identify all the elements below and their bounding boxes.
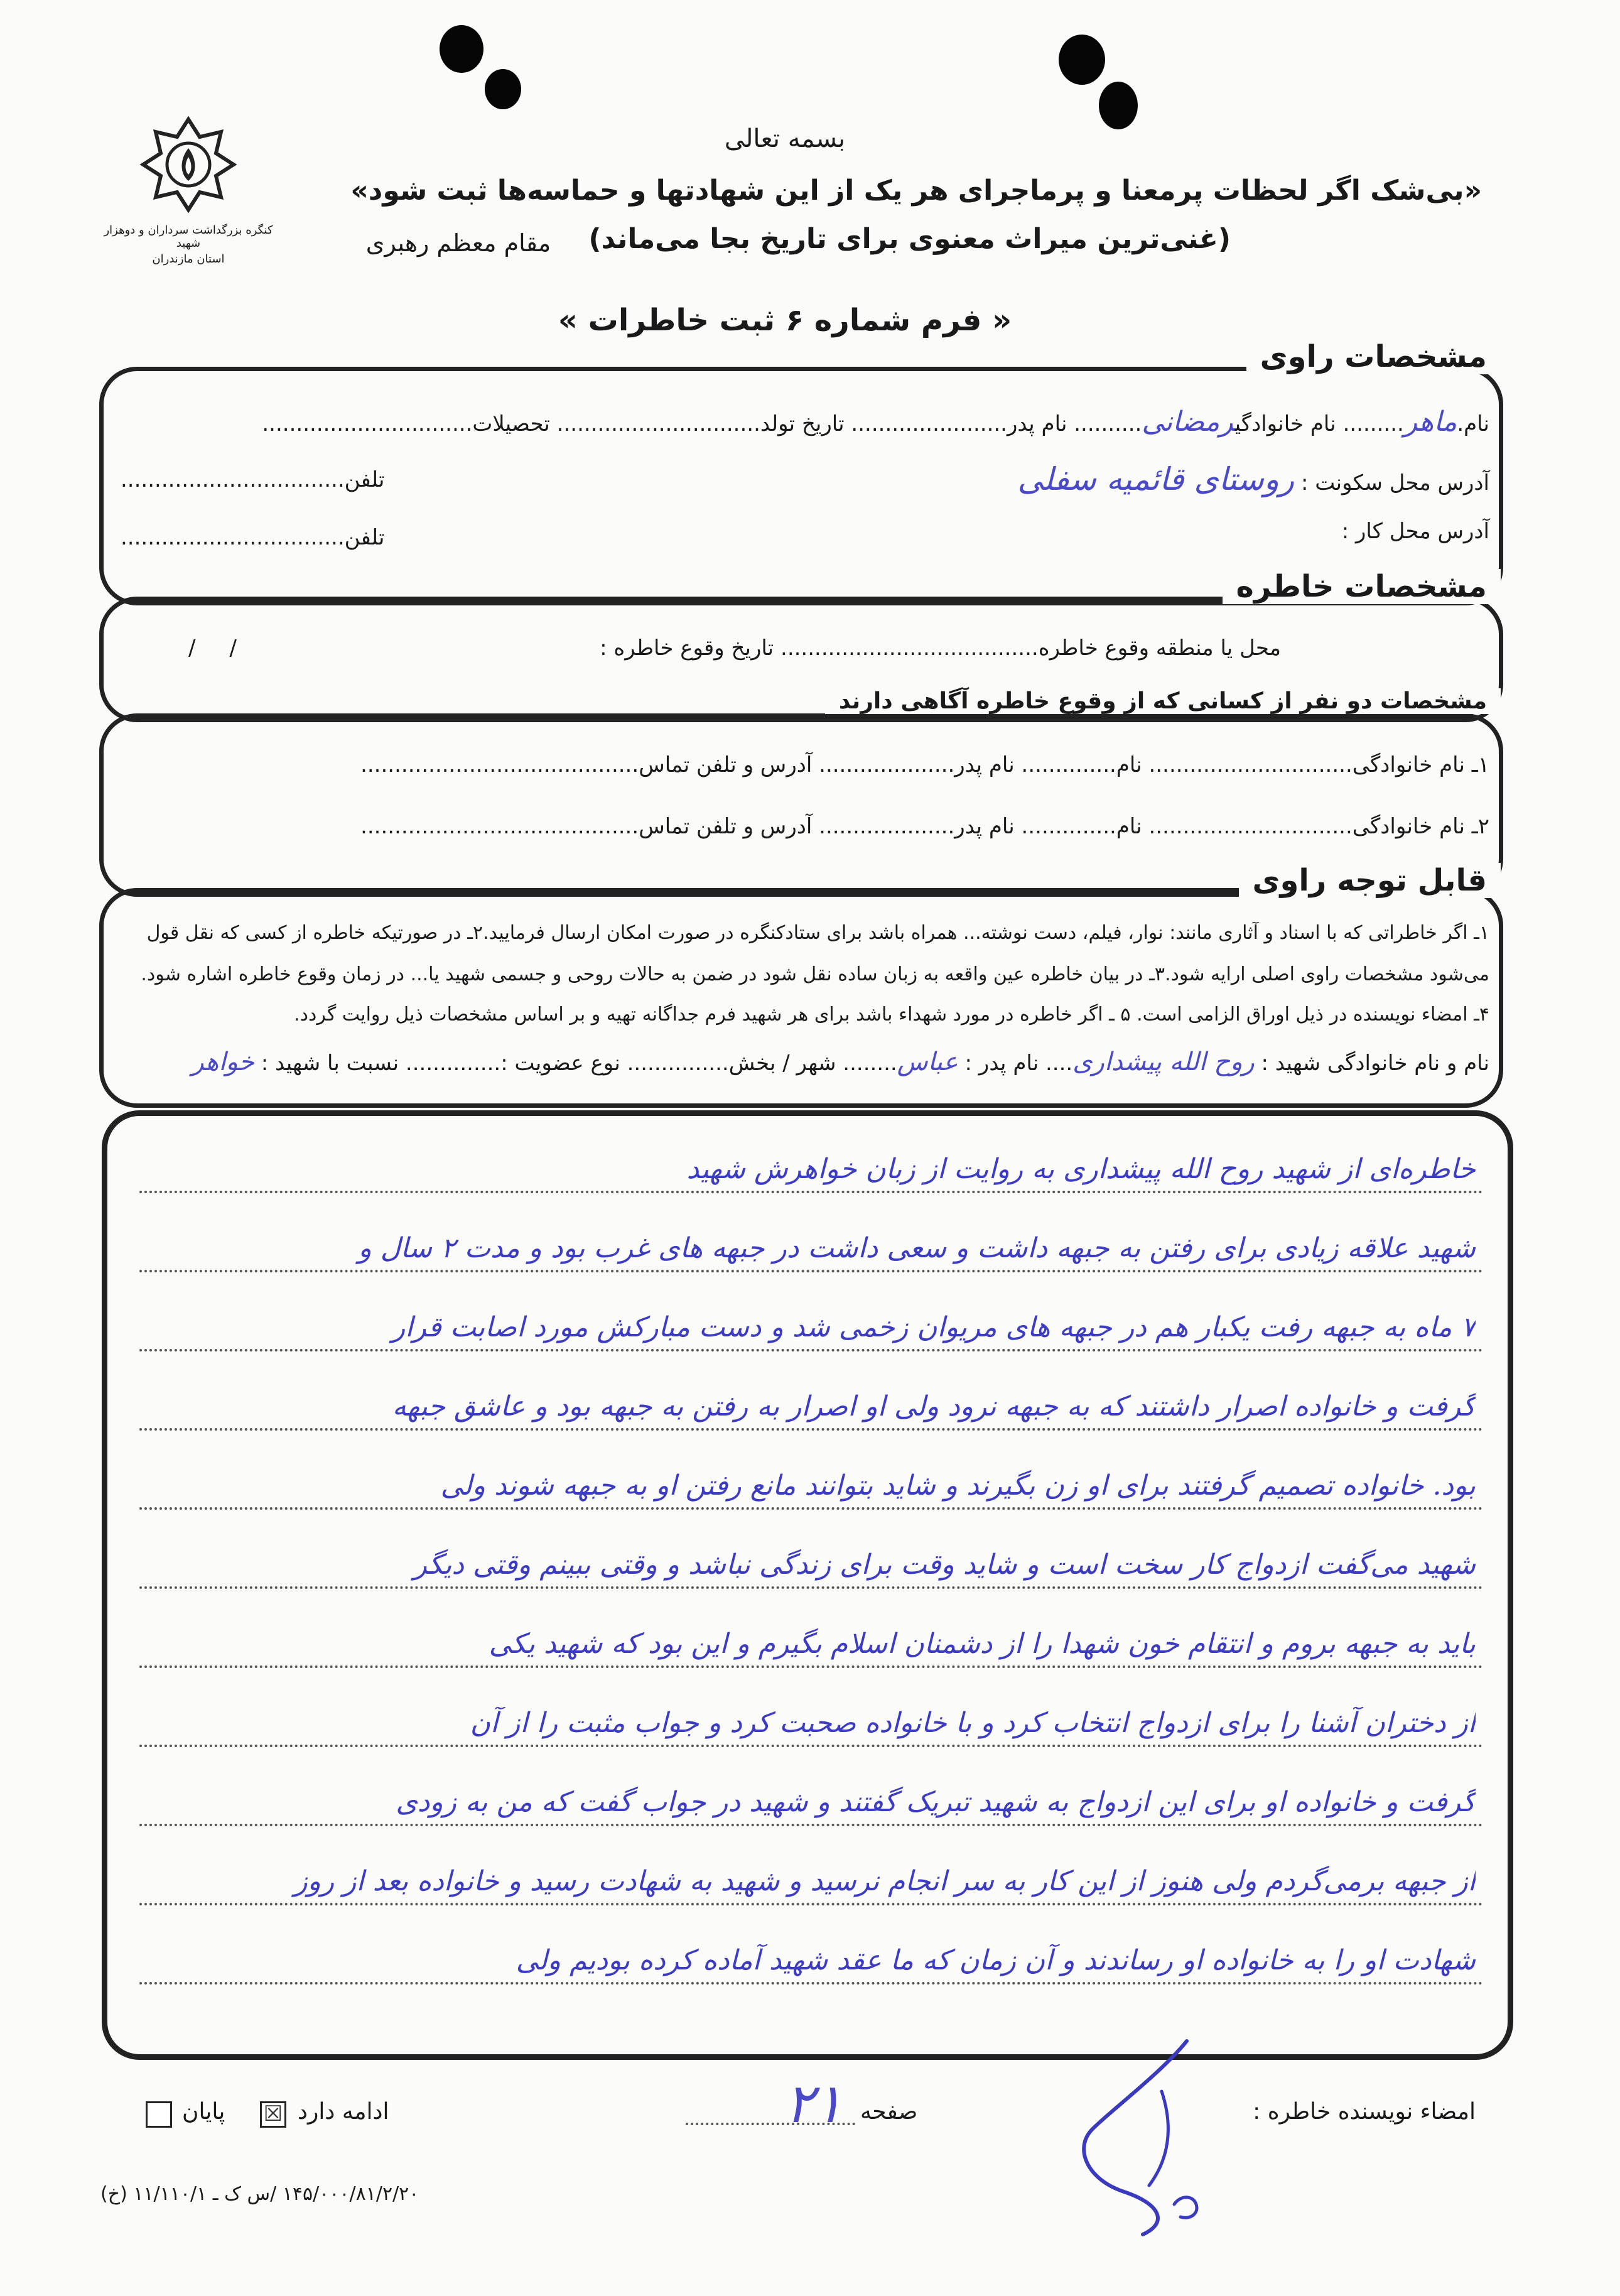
martyr-father-value[interactable]: عباس [897, 1048, 958, 1076]
note-line-2: می‌شود مشخصات راوی اصلی ارایه شود.۳ـ در بیان خاطره عین واقعه به زبان ساده نقل شود در ضمن به حالات روحی و جسمی شهید یا... در زمان وقوع خاطره اشاره شود. [141, 963, 1489, 985]
education-label: تحصیلات [472, 411, 550, 436]
signature-scribble [1067, 2035, 1256, 2242]
author-signature [1067, 2035, 1256, 2242]
ruled-line [139, 1745, 1483, 1747]
name-label: نام [1464, 411, 1489, 436]
witness1-address-label: آدرس و تلفن تماس [639, 752, 813, 777]
punch-hole-right-top [1059, 35, 1105, 85]
handwritten-line: ۷ ماه به جبهه رفت یکبار هم در جبهه های مریوان زخمی شد و دست مبارکش مورد اصابت قرار [392, 1311, 1476, 1343]
memory-place-label: محل یا منطقه وقوع خاطره [1038, 636, 1281, 661]
residence-value[interactable]: روستای قائمیه سفلی [1017, 461, 1295, 497]
end-label: پایان [182, 2099, 225, 2125]
star-flame-emblem [139, 116, 237, 216]
logo-caption-line2: استان مازندران [152, 252, 225, 266]
name-value[interactable]: ماهر [1403, 406, 1457, 438]
organization-logo [139, 116, 237, 216]
end-checkbox[interactable] [146, 2101, 172, 2128]
family-label: نام خانوادگی [1234, 411, 1336, 436]
ruled-line [139, 1191, 1483, 1193]
ruled-line [139, 1428, 1483, 1431]
narrator-name-label: نام.ماهر......... نام خانوادگیرمضانی.......... نام پدر....................... تاریخ تولد.............................. تحصیلات............................... [262, 406, 1489, 438]
quote-source: مقام معظم رهبری [365, 229, 551, 257]
birth-label: تاریخ تولد [760, 411, 845, 436]
memory-date-separators: / / [188, 636, 237, 661]
work-address-label: آدرس محل کار : [1341, 519, 1489, 544]
narrator-legend: مشخصات راوی [1246, 339, 1501, 374]
martyr-name-label: نام و نام خانوادگی شهید : [1261, 1051, 1489, 1076]
punch-hole-left-top [440, 25, 483, 73]
handwritten-line: بود. خانواده تصمیم گرفتند برای او زن بگیرند و شاید بتوانند مانع رفتن او به جبهه شوند ولی [440, 1470, 1476, 1502]
witness-row-1: ۱ـ نام خانوادگی.............................. نام.............. نام پدر.................... آدرس و تلفن تماس......................................... [360, 752, 1489, 777]
memory-legend: مشخصات خاطره [1223, 569, 1501, 604]
bismillah: بسمه تعالی [724, 124, 846, 153]
handwritten-line: از دختران آشنا را برای ازدواج انتخاب کرد و با خانواده صحبت کرد و جواب مثبت را از آن [470, 1707, 1476, 1739]
martyr-father-label: نام پدر : [964, 1051, 1039, 1076]
handwritten-line: باید به جبهه بروم و انتقام خون شهدا را از دشمنان اسلام بگیرم و این بود که شهید یکی [489, 1628, 1476, 1660]
handwritten-line: شهید علاقه زیادی برای رفتن به جبهه داشت و سعی داشت در جبهه های غرب بود و مدت ۲ سال و [358, 1232, 1476, 1264]
logo-caption-line1: کنگره بزرگداشت سرداران و دوهزار شهید [104, 224, 273, 250]
handwritten-line: خاطره‌ای از شهید روح الله پیشداری به روایت از زبان خواهرش شهید [686, 1153, 1476, 1185]
family-value[interactable]: رمضانی [1142, 406, 1235, 438]
handwritten-line: شهید می‌گفت ازدواج کار سخت است و شاید وقت برای زندگی نباشد و وقتی ببینم وقتی دیگر [413, 1549, 1476, 1581]
page-label: صفحه [860, 2099, 918, 2125]
form-title: « فرم شماره ۶ ثبت خاطرات » [558, 303, 1012, 338]
punch-hole-left-bottom [485, 69, 521, 109]
continues-label: ادامه دارد [298, 2099, 389, 2125]
ruled-line [139, 1586, 1483, 1589]
memory-date-label: تاریخ وقوع خاطره : [600, 636, 774, 661]
note-line-3: ۴ـ امضاء نویسنده در ذیل اوراق الزامی است. ۵ ـ اگر خاطره در مورد شهداء باشد برای هر شهید فرم جداگانه تهیه و بر اساس مشخصات ذیل روایت گردد. [294, 1004, 1489, 1026]
witness1-family-label: ۱ـ نام خانوادگی [1352, 752, 1489, 777]
form-code: ۱۴۵/۰۰۰/۸۱/۲/۲۰ /س ک ـ ۱۱/۱۱۰/۱ (خ) [100, 2183, 419, 2205]
ruled-line [139, 1349, 1483, 1351]
residence-row [1018, 461, 1490, 497]
quote-line2: (غنی‌ترین میراث معنوی برای تاریخ بجا می‌ماند) [588, 223, 1231, 255]
martyr-info-row: نام و نام خانوادگی شهید : روح الله پیشداری.... نام پدر : عباس........ شهر / بخش............... نوع عضویت :.............. نسبت با شهید : خواهر [192, 1048, 1489, 1076]
phone2-label: تلفن [344, 525, 385, 550]
witness2-address-label: آدرس و تلفن تماس [639, 814, 813, 839]
city-label: شهر / بخش [728, 1051, 836, 1076]
father-label: نام پدر [1007, 411, 1067, 436]
handwritten-line: گرفت و خانواده اصرار داشتند که به جبهه نرود ولی او اصرار به رفتن به جبهه بود و عاشق جبهه [392, 1390, 1476, 1422]
handwritten-line: از جبهه برمی‌گردم ولی هنوز از این کار به سر انجام نرسید و شهید به شهادت رسید و خانواده بعد از روز [294, 1865, 1476, 1897]
continues-checkbox[interactable]: ☒ [260, 2101, 286, 2128]
notes-legend: قابل توجه راوی [1239, 863, 1501, 898]
ruled-line [139, 1982, 1483, 1985]
phone2-row: تلفن................................. [121, 525, 385, 550]
signature-label: امضاء نویسنده خاطره : [1253, 2099, 1476, 2125]
handwritten-line: شهادت او را به خانواده او رساندند و آن زمان که ما عقد شهید آماده کرده بودیم ولی [516, 1944, 1476, 1976]
note-line-1: ۱ـ اگر خاطراتی که با اسناد و آثاری مانند: نوار، فیلم، دست نوشته... همراه باشد برای ستادکنگره در صورت امکان ارسال فرمایید.۲ـ در صورتیکه خاطره از کسی که نقل قول [146, 922, 1489, 944]
witness2-family-label: ۲ـ نام خانوادگی [1352, 814, 1489, 839]
membership-label: نوع عضویت : [500, 1051, 620, 1076]
phone-row: تلفن................................. [121, 467, 385, 492]
witness1-father-label: نام پدر [954, 752, 1015, 777]
witness2-name-label: نام [1116, 814, 1142, 839]
witness2-father-label: نام پدر [954, 814, 1015, 839]
martyr-name-value[interactable]: روح الله پیشداری [1072, 1048, 1255, 1076]
ruled-line [139, 1903, 1483, 1905]
memory-place-row: محل یا منطقه وقوع خاطره...................................... تاریخ وقوع خاطره : [600, 636, 1281, 661]
phone-label: تلفن [344, 467, 385, 492]
residence-label: آدرس محل سکونت : [1301, 470, 1489, 495]
relation-label: نسبت با شهید : [261, 1051, 399, 1076]
witness-row-2: ۲ـ نام خانوادگی.............................. نام.............. نام پدر.................... آدرس و تلفن تماس......................................... [360, 814, 1489, 839]
ruled-line [139, 1824, 1483, 1826]
ruled-line [139, 1665, 1483, 1668]
witness1-name-label: نام [1116, 752, 1142, 777]
relation-value[interactable]: خواهر [192, 1048, 254, 1076]
punch-hole-right-bottom [1099, 82, 1138, 129]
ruled-line [139, 1507, 1483, 1510]
ruled-line [139, 1270, 1483, 1272]
handwritten-line: گرفت و خانواده او برای این ازدواج به شهید تبریک گفتند و شهید در جواب گفت که من به زودی [396, 1786, 1476, 1818]
witnesses-legend: مشخصات دو نفر از کسانی که از وقوع خاطره آگاهی دارند [825, 688, 1501, 714]
page-number[interactable]: ۲۱ [785, 2072, 843, 2135]
quote-line1: «بی‌شک اگر لحظات پرمعنا و پرماجرای هر یک از این شهادتها و حماسه‌ها ثبت شود» [350, 175, 1482, 207]
